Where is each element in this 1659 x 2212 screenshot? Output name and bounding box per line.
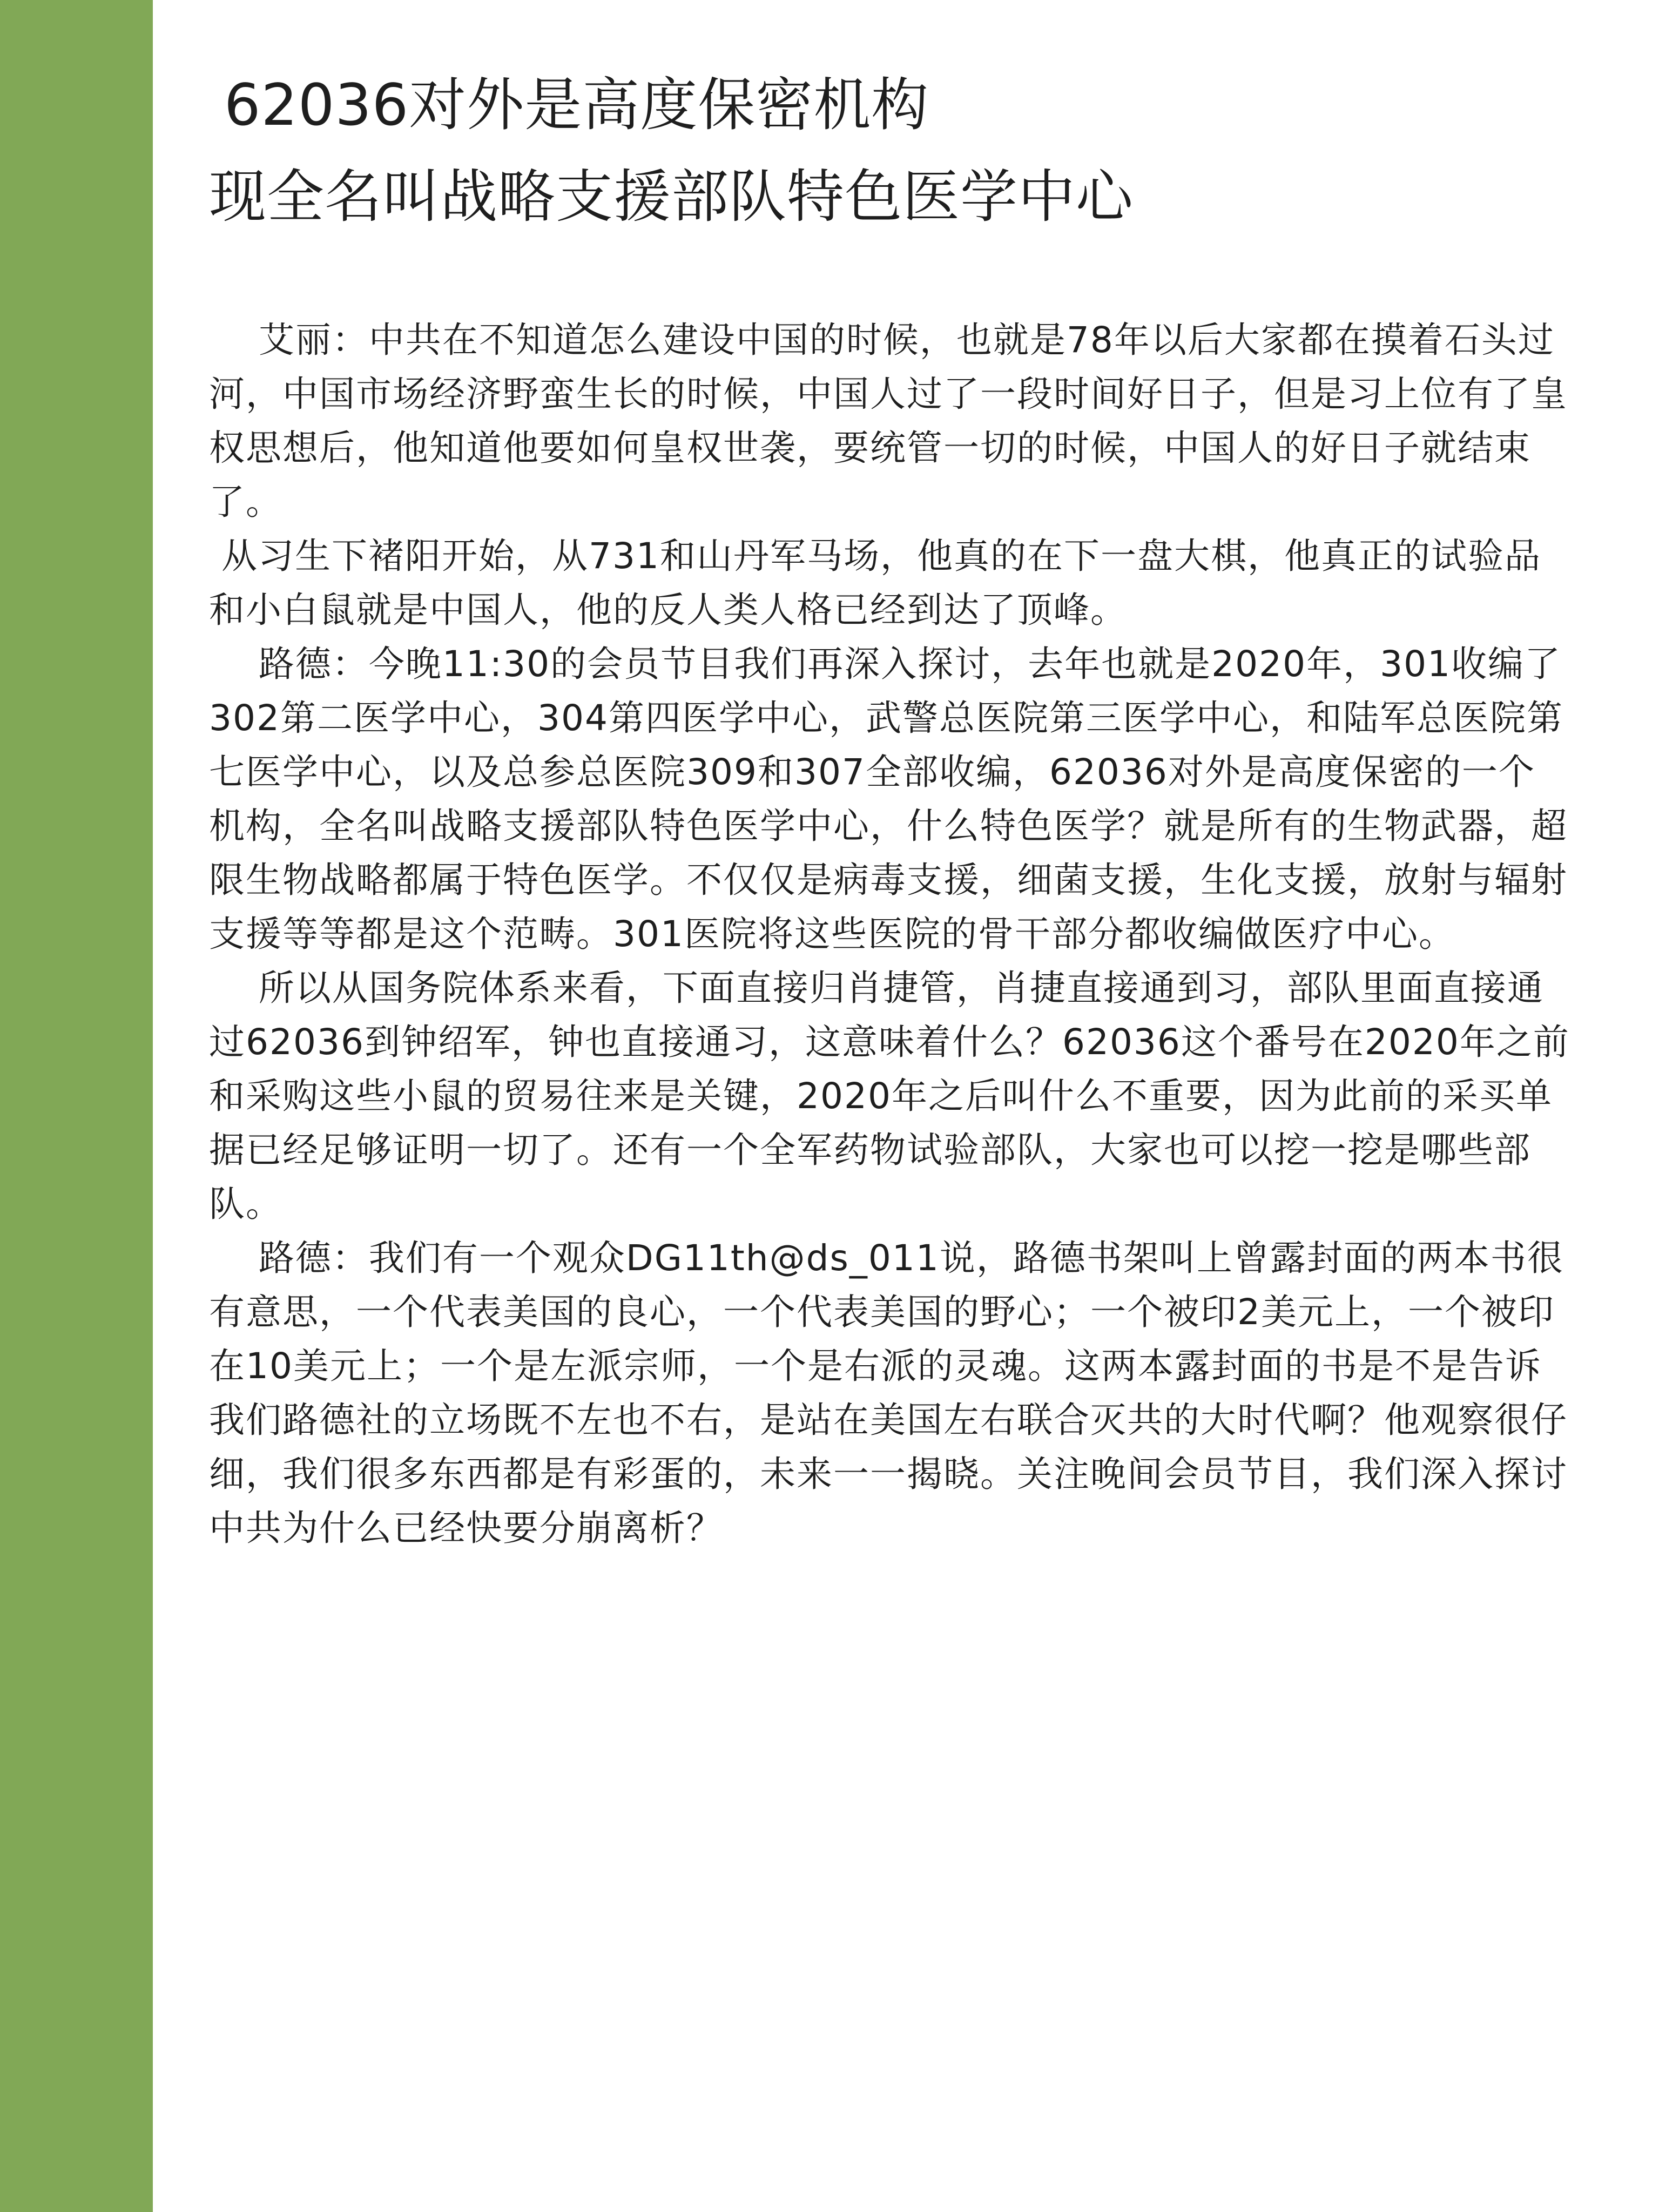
paragraph-2: 从习生下褚阳开始，从731和山丹军马场，他真的在下一盘大棋，他真正的试验品和小白鼠就是中国人，他的反人类人格已经到达了顶峰。 [209,535,1541,631]
side-color-bar [0,0,153,2212]
title-line-2: 现全名叫战略支援部队特色医学中心 [209,164,1134,230]
article [209,0,1591,2212]
title-line-1: 62036对外是高度保密机构 [224,72,929,138]
paragraph-5: 路德：我们有一个观众DG11th@ds_011说，路德书架叫上曾露封面的两本书很有意思，一个代表美国的良心，一个代表美国的野心；一个被印2美元上，一个被印在10美元上；一个是左派宗师，一个是右派的灵魂。这两本露封面的书是不是告诉我们路德社的立场既不左也不右，是站在美国左右联合灭共的大时代啊？他观察很仔细，我们很多东西都是有彩蛋的，未来一一揭晓。关注晚间会员节目，我们深入探讨中共为什么已经快要分崩离析？ [209,1237,1568,1549]
paragraph-1: 艾丽：中共在不知道怎么建设中国的时候，也就是78年以后大家都在摸着石头过河，中国市场经济野蛮生长的时候，中国人过了一段时间好日子，但是习上位有了皇权思想后，他知道他要如何皇权世袭，要统管一切的时候，中国人的好日子就结束了。 [209,319,1568,523]
article-body [209,313,1570,1555]
page-title [209,59,1134,243]
paragraph-3: 路德：今晚11:30的会员节目我们再深入探讨，去年也就是2020年，301收编了302第二医学中心，304第四医学中心，武警总医院第三医学中心，和陆军总医院第七医学中心，以及总参总医院309和307全部收编，62036对外是高度保密的一个机构，全名叫战略支援部队特色医学中心，什么特色医学？就是所有的生物武器，超限生物战略都属于特色医学。不仅仅是病毒支援，细菌支援，生化支援，放射与辐射支援等等都是这个范畴。301医院将这些医院的骨干部分都收编做医疗中心。 [209,643,1568,955]
paragraph-4: 所以从国务院体系来看，下面直接归肖捷管，肖捷直接通到习，部队里面直接通过62036到钟绍军，钟也直接通习，这意味着什么？62036这个番号在2020年之前和采购这些小鼠的贸易往来是关键，2020年之后叫什么不重要，因为此前的采买单据已经足够证明一切了。还有一个全军药物试验部队，大家也可以挖一挖是哪些部队。 [209,967,1570,1225]
